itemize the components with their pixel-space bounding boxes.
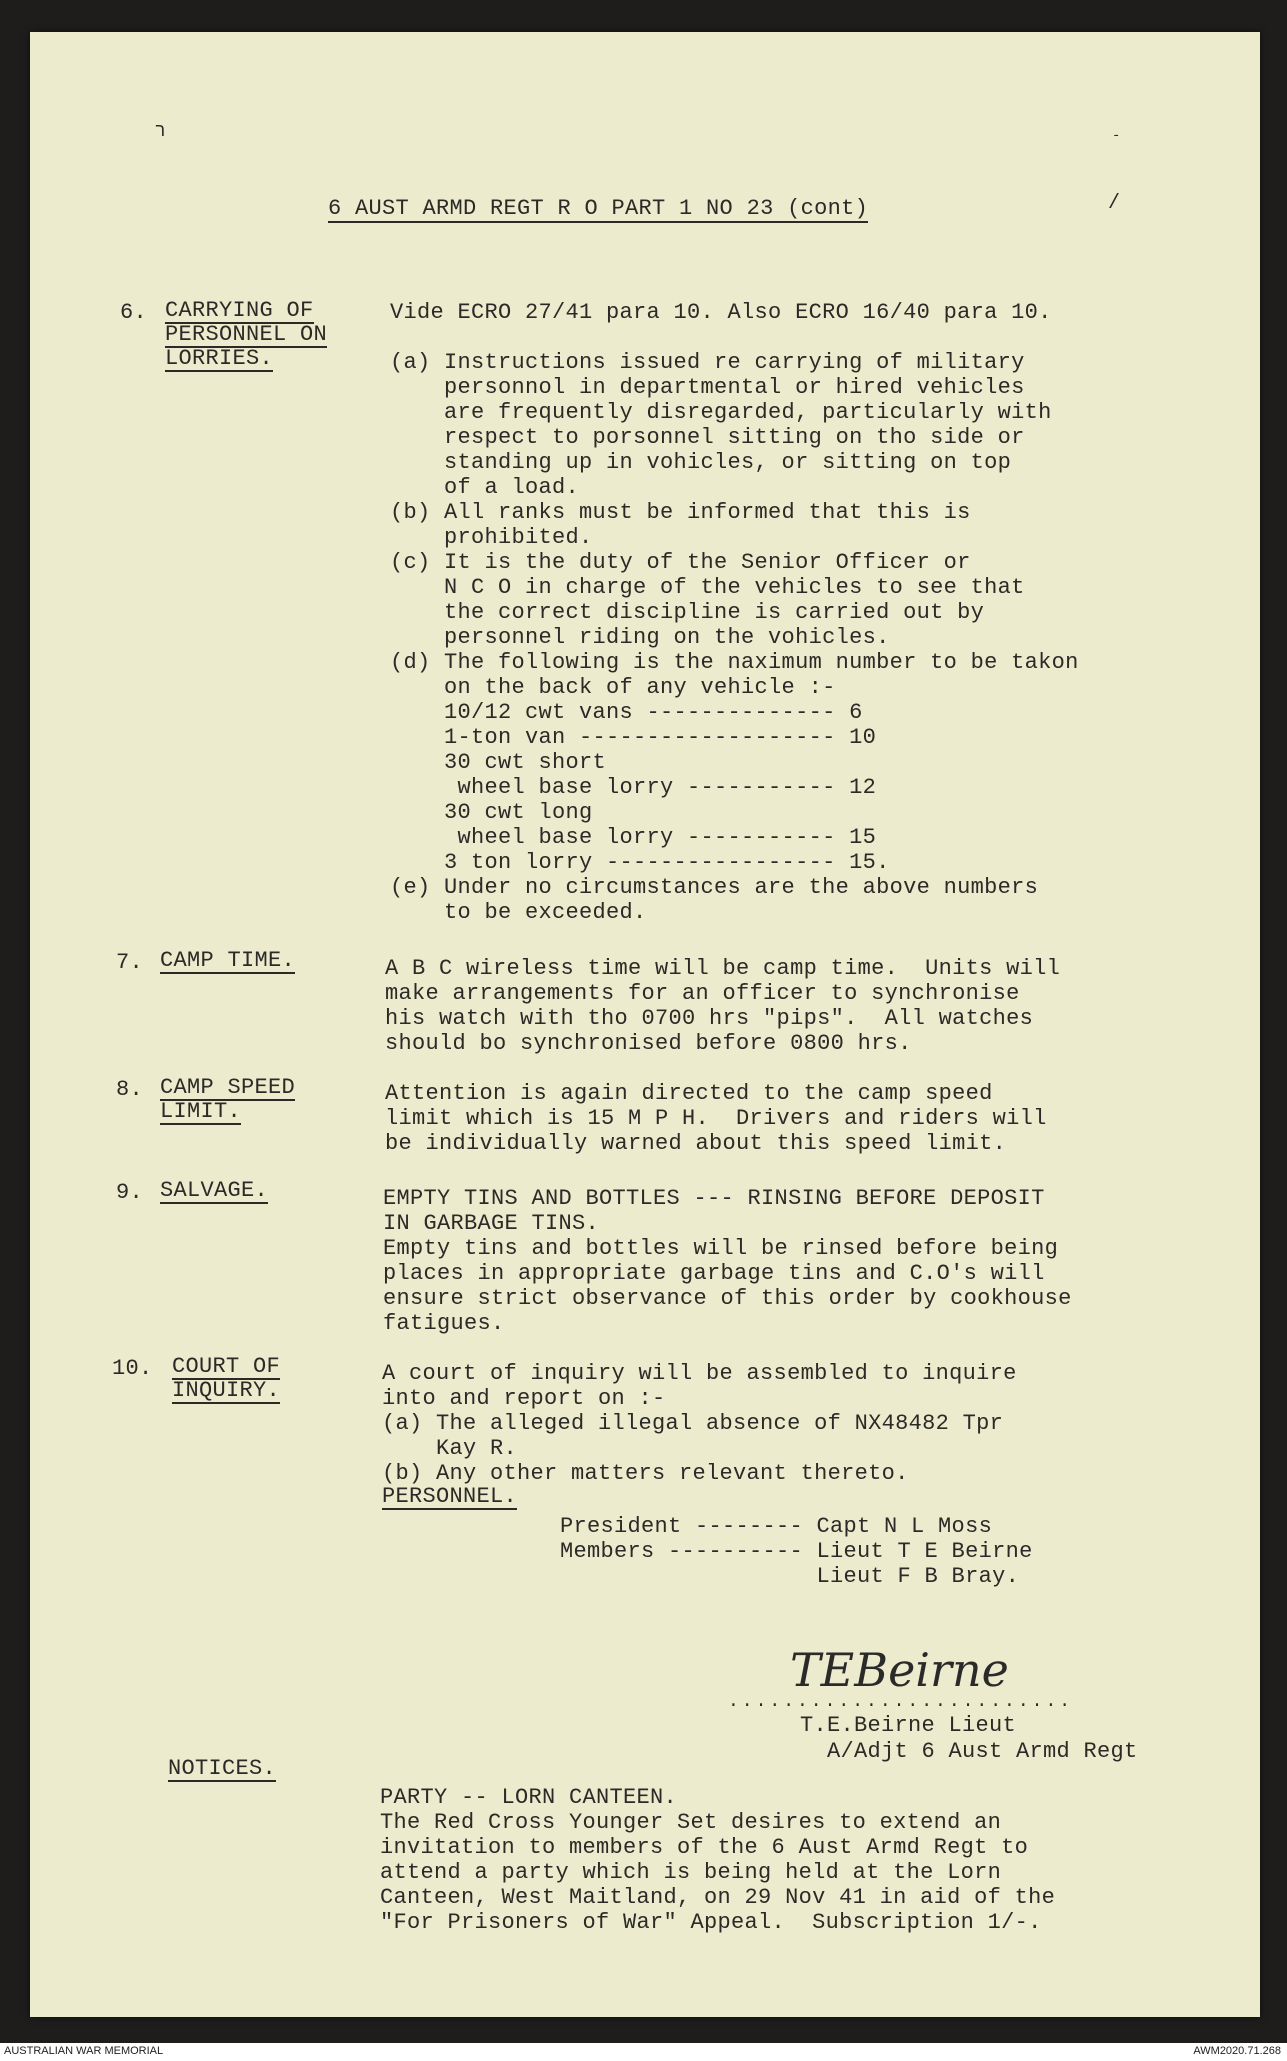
section-intro: Vide ECRO 27/41 para 10. Also ECRO 16/40 para 10. <box>390 300 1052 325</box>
body-line: ensure strict observance of this order by cookhouse <box>383 1286 1072 1311</box>
signature-dotted-line: ......................... <box>728 1692 1074 1712</box>
table-line: wheel base lorry ----------- 15 <box>390 825 877 850</box>
para-line: standing up in vohicles, or sitting on top <box>390 450 1012 475</box>
personnel-line: President -------- Capt N L Moss <box>560 1514 993 1539</box>
body-line: Attention is again directed to the camp speed <box>385 1081 993 1106</box>
notice-line: "For Prisoners of War" Appeal. Subscription 1/-. <box>380 1910 1042 1935</box>
archive-id: AWM2020.71.268 <box>1193 2045 1281 2057</box>
personnel-line: Lieut F B Bray. <box>560 1564 1020 1589</box>
para-line: to be exceeded. <box>390 900 647 925</box>
section-heading-line: CARRYING OF <box>165 298 314 323</box>
notice-line: invitation to members of the 6 Aust Armd Regt to <box>380 1835 1029 1860</box>
section-heading-line: CAMP SPEED <box>160 1075 296 1100</box>
para-line: (e) Under no circumstances are the above numbers <box>390 875 1039 900</box>
tick-mark: / <box>1108 192 1121 215</box>
table-line: 3 ton lorry ----------------- 15. <box>390 850 890 875</box>
signatory-name: T.E.Beirne Lieut <box>800 1713 1017 1738</box>
tick-mark: - <box>1112 128 1121 144</box>
table-line: 30 cwt short <box>390 750 607 775</box>
body-line: limit which is 15 M P H. Drivers and riders will <box>385 1106 1047 1131</box>
section-heading-line: LORRIES. <box>165 346 274 371</box>
para-line: (d) The following is the naximum number to be takon <box>390 650 1079 675</box>
para-line: respect to porsonnel sitting on tho side or <box>390 425 1025 450</box>
para-line: personnol in departmental or hired vehicles <box>390 375 1025 400</box>
body-line: his watch with tho 0700 hrs "pips". All watches <box>385 1006 1034 1031</box>
signatory-title: A/Adjt 6 Aust Armd Regt <box>827 1739 1138 1764</box>
personnel-line: Members ---------- Lieut T E Beirne <box>560 1539 1033 1564</box>
para-line: personnel riding on the vohicles. <box>390 625 890 650</box>
table-line: 1-ton van ------------------- 10 <box>390 725 877 750</box>
para-line: the correct discipline is carried out by <box>390 600 985 625</box>
para-line: (c) It is the duty of the Senior Officer or <box>390 550 971 575</box>
body-line: EMPTY TINS AND BOTTLES --- RINSING BEFORE DEPOSIT <box>383 1186 1045 1211</box>
corner-mark: ר <box>155 122 166 142</box>
section-heading-line: PERSONNEL ON <box>165 322 328 347</box>
body-line: Kay R. <box>382 1436 518 1461</box>
table-line: 30 cwt long <box>390 800 593 825</box>
para-line: of a load. <box>390 475 580 500</box>
notice-line: PARTY -- LORN CANTEEN. <box>380 1785 678 1810</box>
para-line: on the back of any vehicle :- <box>390 675 836 700</box>
personnel-heading: PERSONNEL. <box>382 1484 518 1509</box>
para-line: prohibited. <box>390 525 593 550</box>
body-line: (a) The alleged illegal absence of NX48482 Tpr <box>382 1411 1004 1436</box>
section-heading-line: LIMIT. <box>160 1099 242 1124</box>
section-heading-line: INQUIRY. <box>172 1378 281 1403</box>
body-line: (b) Any other matters relevant thereto. <box>382 1461 909 1486</box>
document-title: 6 AUST ARMD REGT R O PART 1 NO 23 (cont) <box>328 196 869 221</box>
para-line: (b) All ranks must be informed that this is <box>390 500 971 525</box>
body-line: fatigues. <box>383 1311 505 1336</box>
archive-name: AUSTRALIAN WAR MEMORIAL <box>4 2045 164 2057</box>
body-line: should bo synchronised before 0800 hrs. <box>385 1031 912 1056</box>
section-heading-line: SALVAGE. <box>160 1178 269 1203</box>
body-line: A B C wireless time will be camp time. Units will <box>385 956 1061 981</box>
para-line: are frequently disregarded, particularly with <box>390 400 1052 425</box>
para-line: (a) Instructions issued re carrying of military <box>390 350 1025 375</box>
table-line: 10/12 cwt vans -------------- 6 <box>390 700 863 725</box>
body-line: A court of inquiry will be assembled to inquire <box>382 1361 1017 1386</box>
body-line: IN GARBAGE TINS. <box>383 1211 600 1236</box>
body-line: into and report on :- <box>382 1386 666 1411</box>
svg-text:TEBeirne: TEBeirne <box>790 1643 1009 1697</box>
table-line: wheel base lorry ----------- 12 <box>390 775 877 800</box>
section-number: 7. <box>116 950 144 975</box>
notices-heading: NOTICES. <box>168 1756 277 1781</box>
notice-line: The Red Cross Younger Set desires to extend an <box>380 1810 1002 1835</box>
section-number: 8. <box>116 1077 144 1102</box>
para-line: N C O in charge of the vehicles to see that <box>390 575 1025 600</box>
body-line: Empty tins and bottles will be rinsed before being <box>383 1236 1059 1261</box>
section-heading-line: CAMP TIME. <box>160 948 296 973</box>
body-line: be individually warned about this speed limit. <box>385 1131 1007 1156</box>
body-line: make arrangements for an officer to synchronise <box>385 981 1020 1006</box>
archive-footer <box>0 2043 1287 2061</box>
notice-line: attend a party which is being held at the Lorn <box>380 1860 1002 1885</box>
section-heading-line: COURT OF <box>172 1354 281 1379</box>
section-number: 9. <box>116 1180 144 1205</box>
notice-line: Canteen, West Maitland, on 29 Nov 41 in aid of the <box>380 1885 1056 1910</box>
section-number: 10. <box>112 1356 153 1381</box>
body-line: places in appropriate garbage tins and C.O's will <box>383 1261 1045 1286</box>
section-number: 6. <box>120 300 148 325</box>
